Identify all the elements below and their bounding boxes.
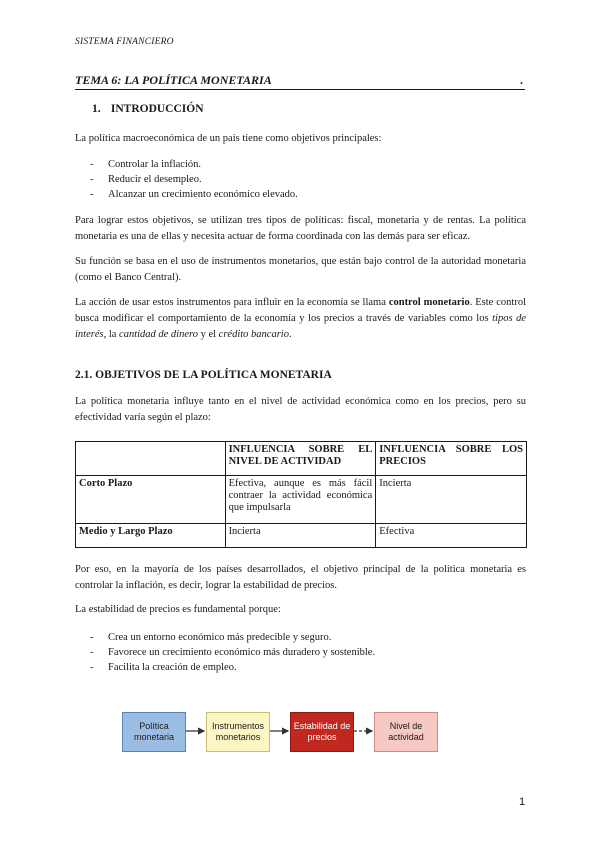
table-row-label: Corto Plazo — [76, 476, 226, 524]
transmission-diagram — [122, 712, 452, 752]
italic-term: tipos de interés — [75, 313, 526, 340]
section-heading-objetivos: 2.1. OBJETIVOS DE LA POLÍTICA MONETARIA — [75, 369, 332, 381]
text-run: La acción de usar estos instrumentos para influir en la economía se llama — [75, 297, 389, 308]
bold-term: control monetario — [388, 297, 470, 308]
table-header-row — [76, 442, 527, 476]
section-number: 1. — [92, 103, 101, 115]
section-title: INTRODUCCIÓN — [110, 103, 204, 115]
diagram-box-politica: Política monetaria — [122, 712, 186, 752]
table-cell: Efectiva, aunque es más fácil contraer la actividad económica que impulsarla — [225, 476, 376, 524]
table-row-label: Medio y Largo Plazo — [76, 524, 226, 548]
italic-term: crédito bancario — [218, 329, 289, 340]
list-item: - Controlar la inflación. — [90, 157, 298, 172]
page-number: 1 — [519, 796, 526, 808]
text-run: . — [288, 329, 292, 340]
table-row — [76, 476, 527, 524]
table-header-cell — [76, 442, 226, 476]
intro-paragraph: La política macroeconómica de un país tiene como objetivos principales: — [75, 133, 382, 144]
title-dot: . — [520, 73, 523, 87]
page-title: TEMA 6: LA POLÍTICA MONETARIA — [75, 73, 525, 90]
list-item: - Favorece un crecimiento económico más duradero y sostenible. — [90, 645, 375, 660]
paragraph-influence: La política monetaria influye tanto en el nivel de actividad económica como en los precios, pero su efectividad varía según el plazo: — [75, 396, 526, 423]
influence-table — [75, 441, 527, 548]
table-cell: Incierta — [225, 524, 376, 548]
table-row — [76, 524, 527, 548]
table-cell: Incierta — [376, 476, 527, 524]
text-run: y el — [197, 329, 219, 340]
paragraph-policies: Para lograr estos objetivos, se utilizan tres tipos de políticas: fiscal, monetaria y de rentas. La política monetaria es una de ellas y necesita actuar de forma coordinada con las demás para ser eficaz. — [75, 215, 526, 242]
list-item: - Facilita la creación de empleo. — [90, 660, 375, 675]
reasons-list — [90, 630, 375, 675]
section-heading-introduccion — [92, 103, 204, 115]
text-run: . Este control busca modificar el comportamiento de la economía y los precios a través de variables como los — [75, 297, 526, 324]
objectives-list — [90, 157, 298, 202]
paragraph-stability: La estabilidad de precios es fundamental porque: — [75, 604, 281, 615]
diagram-box-estabilidad: Estabilidad de precios — [290, 712, 354, 752]
italic-term: cantidad de dinero — [119, 329, 198, 340]
diagram-box-nivel: Nivel de actividad — [374, 712, 438, 752]
text-run: , la — [103, 329, 120, 340]
paragraph-function: Su función se basa en el uso de instrumentos monetarios, que están bajo control de la autoridad monetaria (como el Banco Central). — [75, 256, 526, 283]
list-item: - Crea un entorno económico más predecible y seguro. — [90, 630, 375, 645]
paragraph-inflation-goal: Por eso, en la mayoría de los países desarrollados, el objetivo principal de la política monetaria es controlar la inflación, es decir, lograr la estabilidad de precios. — [75, 564, 526, 591]
list-item: - Reducir el desempleo. — [90, 172, 298, 187]
paragraph-control-monetario — [75, 295, 526, 343]
list-item: - Alcanzar un crecimiento económico elevado. — [90, 187, 298, 202]
diagram-box-instrumentos: Instrumentos monetarios — [206, 712, 270, 752]
table-cell: Efectiva — [376, 524, 527, 548]
table-header-cell: INFLUENCIA SOBRE EL NIVEL DE ACTIVIDAD — [225, 442, 376, 476]
table-header-cell: INFLUENCIA SOBRE LOS PRECIOS — [376, 442, 527, 476]
running-header: SISTEMA FINANCIERO — [75, 37, 174, 47]
